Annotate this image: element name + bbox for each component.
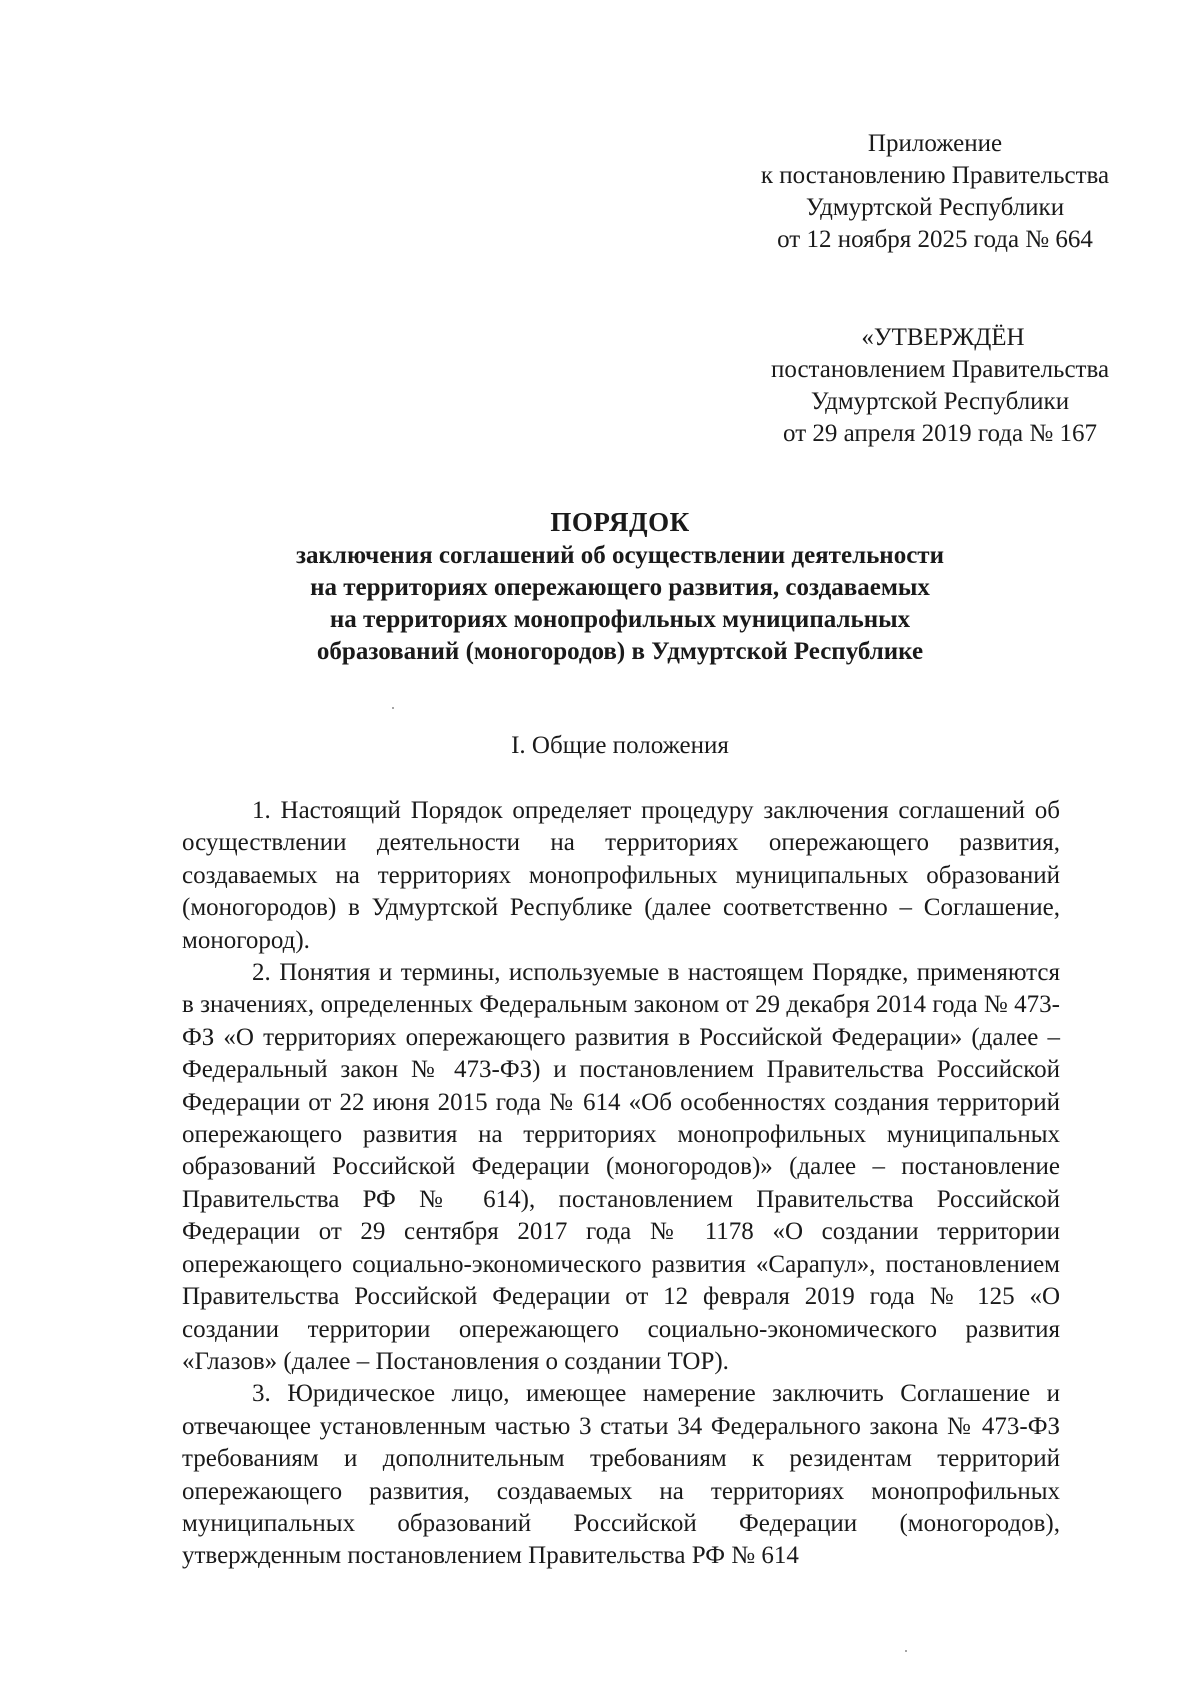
subtitle-line: на территориях монопрофильных муниципальных	[329, 606, 911, 633]
section-body	[182, 795, 1060, 1573]
appendix-date-number: от 12 ноября 2025 года № 664	[777, 226, 1093, 253]
approved-resolution-line: постановлением Правительства	[770, 356, 1110, 383]
approval-stamp-block	[740, 322, 1140, 450]
appendix-label: Приложение	[867, 130, 1003, 157]
document-title: ПОРЯДОК	[550, 507, 690, 537]
appendix-resolution-line: к постановлению Правительства	[760, 162, 1110, 189]
appendix-republic-line: Удмуртской Республики	[805, 194, 1065, 221]
subtitle-line: на территориях опережающего развития, создаваемых	[310, 574, 930, 601]
scan-speck	[905, 1650, 907, 1652]
subtitle-line: образований (моногородов) в Удмуртской Республике	[316, 638, 924, 665]
paragraph-1: 1. Настоящий Порядок определяет процедуру заключения соглашений об осуществлении деятельности на территориях опережающего развития, создаваемых на территориях монопрофильных муниципальных образований (моногородов) в Удмуртской Республике (далее соответственно – Соглашение, моногород).	[182, 797, 1060, 954]
scan-speck	[392, 707, 394, 709]
approved-label: «УТВЕРЖДЁН	[861, 324, 1025, 351]
appendix-header	[735, 128, 1135, 256]
subtitle-line: заключения соглашений об осуществлении деятельности	[295, 542, 944, 569]
paragraph-3: 3. Юридическое лицо, имеющее намерение заключить Соглашение и отвечающее установленным частью 3 статьи 34 Федерального закона № 473-ФЗ требованиям и дополнительным требованиям к резидентам территорий опережающего развития, создаваемых на территориях монопрофильных муниципальных образований Российской Федерации (моногородов), утвержденным постановлением Правительства РФ № 614	[182, 1380, 1060, 1570]
paragraph-2: 2. Понятия и термины, используемые в настоящем Порядке, применяются в значениях, определенных Федеральным законом от 29 декабря 2014 года № 473-ФЗ «О территориях опережающего развития в Российской Федерации» (далее – Федеральный закон № 473-ФЗ) и постановлением Правительства Российской Федерации от 22 июня 2015 года № 614 «Об особенностях создания территорий опережающего развития на территориях монопрофильных муниципальных образований Российской Федерации (моногородов)» (далее – постановление Правительства РФ № 614), постановлением Правительства Российской Федерации от 29 сентября 2017 года № 1178 «О создании территории опережающего социально-экономического развития «Сарапул», постановлением Правительства Российской Федерации от 12 февраля 2019 года № 125 «О создании территории опережающего социально-экономического развития «Глазов» (далее – Постановления о создании ТОР).	[182, 959, 1060, 1375]
document-subtitle	[180, 540, 1060, 668]
approved-date-number: от 29 апреля 2019 года № 167	[783, 420, 1097, 447]
section-heading: I. Общие положения	[511, 732, 729, 759]
approved-republic-line: Удмуртской Республики	[810, 388, 1070, 415]
